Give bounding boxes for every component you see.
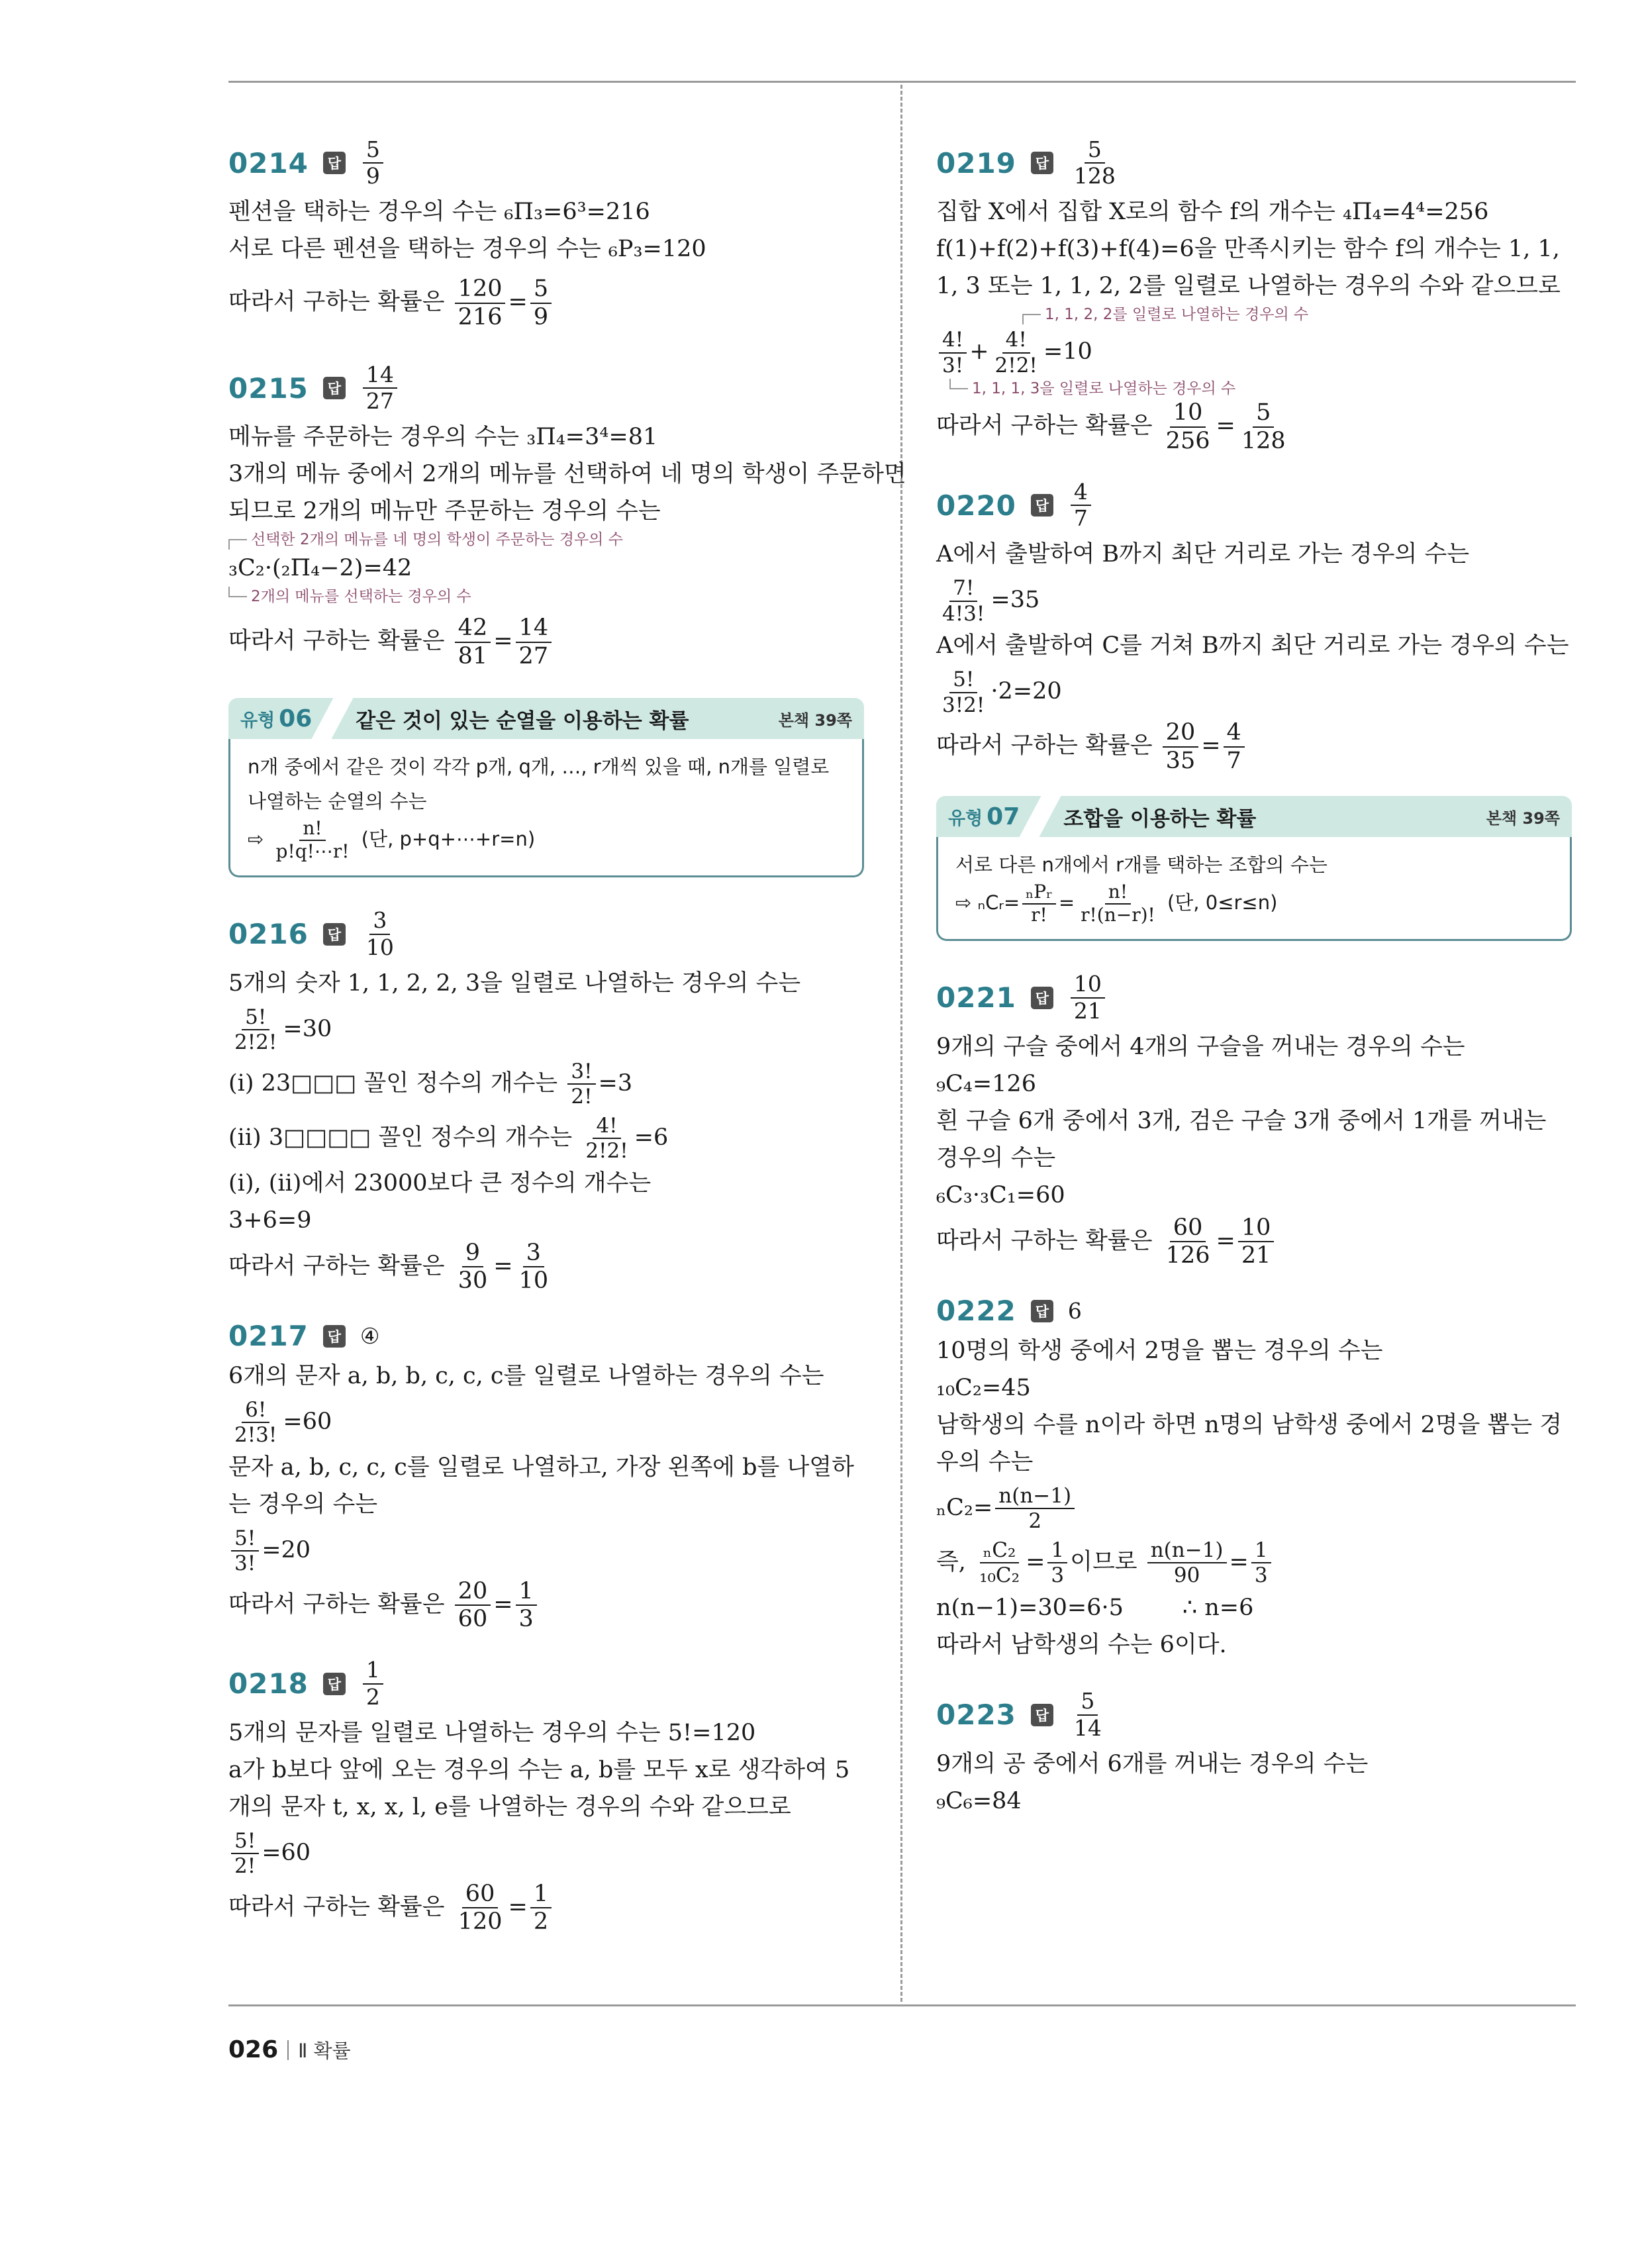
probability-line: 따라서 구하는 확률은 $\frac{10}{256}$ = $\frac{5}{128}$ <box>936 399 1286 454</box>
case-line: (ⅰ) 23□□□ 꼴인 정수의 개수는 $\frac{3!}{2!}$ =3 <box>228 1060 633 1109</box>
problem-0222 <box>936 1290 1572 1663</box>
expression-line: ₉C₆=84 <box>936 1787 1022 1814</box>
answer-badge: 답 <box>323 377 346 399</box>
problem-number: 0215 <box>228 371 309 405</box>
solution-line: 9개의 공 중에서 6개를 꺼내는 경우의 수는 <box>936 1750 1369 1777</box>
solution-line: 메뉴를 주문하는 경우의 수는 ₃Π₄=3⁴=81 <box>228 424 658 450</box>
problem-header <box>936 475 1572 536</box>
problem-number: 0220 <box>936 489 1016 522</box>
solution-line: 흰 구슬 6개 중에서 3개, 검은 구슬 3개 중에서 1개를 꺼내는 경우의 수는 <box>936 1107 1547 1171</box>
solution-line: 3개의 메뉴 중에서 2개의 메뉴를 선택하여 네 명의 학생이 주문하면 <box>228 461 906 487</box>
left-column <box>228 132 906 1956</box>
solution-line: A에서 출발하여 B까지 최단 거리로 가는 경우의 수는 <box>936 541 1470 567</box>
expression-line: $\frac{5!}{2!2!}$ =30 <box>234 1005 332 1055</box>
solution-line: 따라서 남학생의 수는 6이다. <box>936 1631 1227 1658</box>
page-number: 026 <box>228 2036 279 2063</box>
probability-line: 따라서 구하는 확률은 $\frac{42}{81}$ = $\frac{14}{27}$ <box>228 607 864 675</box>
solution-line: f(1)+f(2)+f(3)+f(4)=6을 만족시키는 함수 f의 개수는 1, 1, 1, 3 또는 1, 1, 2, 2를 일렬로 나열하는 경우의 수와 같으므로 <box>936 236 1561 299</box>
problem-0221 <box>936 967 1572 1269</box>
answer-value: ④ <box>360 1323 380 1350</box>
page-footer <box>228 2036 351 2063</box>
expression-line: $\frac{7!}{4!3!}$ =35 <box>942 576 1040 626</box>
probability-line: 따라서 구하는 확률은 $\frac{60}{126}$ = $\frac{10}{21}$ <box>936 1214 1572 1269</box>
probability-line: 따라서 구하는 확률은 $\frac{20}{35}$ = $\frac{4}{7}$ <box>936 718 1572 773</box>
solution-line: 펜션을 택하는 경우의 수는 ₆Π₃=6³=216 <box>228 199 650 225</box>
problem-0216 <box>228 904 864 1294</box>
type-formula: ⇨ $\frac{n!}{p!q!\cdots r!}$ (단, p+q+⋯+r=n) <box>248 817 536 862</box>
answer-fraction: $\frac{5}{128}$ <box>1073 136 1116 189</box>
annotation-note: 1, 1, 2, 2를 일렬로 나열하는 경우의 수 <box>1022 305 1572 324</box>
expression-line: ₆C₃·₃C₁=60 <box>936 1181 1065 1208</box>
solution-line: 집합 X에서 집합 X로의 함수 f의 개수는 ₄Π₄=4⁴=256 <box>936 199 1489 225</box>
solution-line: a가 b보다 앞에 오는 경우의 수는 a, b를 모두 x로 생각하여 5개의 문자 t, x, x, l, e를 나열하는 경우의 수와 같으므로 <box>228 1756 850 1820</box>
answer-badge: 답 <box>323 1325 346 1348</box>
expression-line: $\frac{5!}{3!2!}$ ·2=20 <box>942 667 1062 717</box>
answer-fraction: $\frac{5}{9}$ <box>363 138 383 189</box>
answer-value: 6 <box>1067 1298 1082 1324</box>
answer-fraction: $\frac{10}{21}$ <box>1071 972 1105 1023</box>
expression-line: 즉, $\frac{\text{ₙC₂}}{\text{₁₀C₂}}$ = $\frac{1}{3}$ 이므로 $\frac{n(n-1)}{90}$ = $\frac{1}{3}$ <box>936 1535 1572 1589</box>
solution-line: 6개의 문자 a, b, b, c, c, c를 일렬로 나열하는 경우의 수는 <box>228 1362 824 1389</box>
problem-header <box>936 132 1572 193</box>
expression-line: ₁₀C₂=45 <box>936 1374 1031 1401</box>
right-column <box>936 132 1572 1841</box>
problem-0223 <box>936 1685 1572 1820</box>
problem-number: 0218 <box>228 1667 309 1701</box>
tab-divider <box>312 698 354 739</box>
problem-header <box>228 1315 864 1357</box>
annotation-note: 선택한 2개의 메뉴를 네 명의 학생이 주문하는 경우의 수 <box>228 530 864 550</box>
book-reference: 본책 39쪽 <box>778 711 852 730</box>
problem-0214 <box>228 132 864 336</box>
solution-line: 남학생의 수를 n이라 하면 n명의 남학생 중에서 2명을 뽑는 경우의 수는 <box>936 1411 1563 1475</box>
answer-badge: 답 <box>1031 152 1053 174</box>
problem-number: 0223 <box>936 1699 1016 1732</box>
solution-line: 문자 a, b, c, c, c를 일렬로 나열하고, 가장 왼쪽에 b를 나열하는 경우의 수는 <box>228 1454 854 1518</box>
problem-number: 0216 <box>228 918 309 951</box>
probability-line: 따라서 구하는 확률은 $\frac{120}{216}$ = $\frac{5}{9}$ <box>228 268 864 336</box>
solution-line: (ⅰ), (ⅱ)에서 23000보다 큰 정수의 개수는 <box>228 1169 652 1197</box>
problem-header <box>228 358 864 419</box>
problem-header <box>936 967 1572 1028</box>
book-reference: 본책 39쪽 <box>1486 809 1560 828</box>
solution-line: 서로 다른 펜션을 택하는 경우의 수는 ₆P₃=120 <box>228 236 706 262</box>
type-title: 조합을 이용하는 확률 <box>1063 807 1257 831</box>
problem-number: 0219 <box>936 146 1016 179</box>
case-line: (ⅱ) 3□□□□ 꼴인 정수의 개수는 $\frac{4!}{2!2!}$ =6 <box>228 1114 669 1163</box>
expression-line: ₃C₂·(₂Π₄−2)=42 <box>228 555 412 581</box>
annotation-note: 1, 1, 1, 3을 일렬로 나열하는 경우의 수 <box>949 379 1572 399</box>
solution-line: A에서 출발하여 C를 거쳐 B까지 최단 거리로 가는 경우의 수는 <box>936 632 1569 659</box>
expression-line: $\frac{6!}{2!3!}$ =60 <box>234 1398 332 1448</box>
answer-fraction: $\frac{4}{7}$ <box>1071 480 1091 531</box>
problem-header <box>228 1653 864 1714</box>
expression-line: $\frac{5!}{2!}$ =60 <box>228 1826 864 1880</box>
type-body <box>936 837 1572 941</box>
top-rule <box>228 81 1576 83</box>
type-text: n개 중에서 같은 것이 각각 p개, q개, …, r개씩 있을 때, n개를 일렬로 나열하는 순열의 수는 <box>248 756 830 813</box>
expression-line: $\frac{5!}{3!}$ =20 <box>228 1523 864 1577</box>
problem-number: 0214 <box>228 146 309 179</box>
problem-header <box>228 132 864 193</box>
expression-line: ₙC₂= $\frac{n(n-1)}{2}$ <box>936 1481 1572 1535</box>
answer-fraction: $\frac{5}{14}$ <box>1073 1688 1102 1741</box>
probability-line: 따라서 구하는 확률은 $\frac{60}{120}$ = $\frac{1}{2}$ <box>228 1880 864 1935</box>
column-separator <box>900 85 902 2002</box>
solution-line: 9개의 구슬 중에서 4개의 구슬을 꺼내는 경우의 수는 <box>936 1033 1465 1060</box>
type-formula: ⇨ ₙCᵣ= $\frac{\text{ₙPᵣ}}{r!}$ = $\frac{n!}{r!(n-r)!}$ (단, 0≤r≤n) <box>955 881 1278 926</box>
answer-badge: 답 <box>1031 1300 1053 1322</box>
answer-fraction: $\frac{1}{2}$ <box>363 1658 383 1709</box>
problem-0215 <box>228 358 906 675</box>
problem-header <box>936 1685 1572 1746</box>
problem-0220 <box>936 475 1572 773</box>
problem-number: 0221 <box>936 981 1016 1014</box>
type-06-box <box>228 698 864 877</box>
answer-badge: 답 <box>1031 494 1053 517</box>
type-tag: 유형 07 <box>948 803 1020 830</box>
type-07-box <box>936 796 1572 941</box>
type-tab <box>228 698 864 739</box>
probability-line: 따라서 구하는 확률은 $\frac{20}{60}$ = $\frac{1}{3}$ <box>228 1577 864 1632</box>
probability-line: 따라서 구하는 확률은 $\frac{9}{30}$ = $\frac{3}{10}$ <box>228 1239 549 1295</box>
type-tag: 유형 06 <box>240 705 313 732</box>
problem-header <box>936 1290 1572 1332</box>
problem-number: 0222 <box>936 1295 1016 1328</box>
tab-divider <box>1020 796 1061 837</box>
solution-line: 되므로 2개의 메뉴만 주문하는 경우의 수는 <box>228 498 661 524</box>
problem-0218 <box>228 1653 864 1935</box>
expression-line: ₉C₄=126 <box>936 1070 1036 1097</box>
problem-number: 0217 <box>228 1320 309 1353</box>
answer-badge: 답 <box>1031 987 1053 1009</box>
solution-line: 10명의 학생 중에서 2명을 뽑는 경우의 수는 <box>936 1337 1383 1364</box>
solution-line: 5개의 문자를 일렬로 나열하는 경우의 수는 5!=120 <box>228 1719 756 1746</box>
expression-line: n(n−1)=30=6·5 ∴ n=6 <box>936 1594 1254 1621</box>
section-title: Ⅱ 확률 <box>298 2040 351 2062</box>
type-body <box>228 739 864 877</box>
solution-line: 3+6=9 <box>228 1207 312 1234</box>
type-title: 같은 것이 있는 순열을 이용하는 확률 <box>356 709 689 733</box>
answer-fraction: $\frac{14}{27}$ <box>363 363 397 414</box>
problem-header <box>228 904 864 965</box>
type-text: 서로 다른 n개에서 r개를 택하는 조합의 수는 <box>955 854 1328 876</box>
problem-0219 <box>936 132 1572 454</box>
bottom-rule <box>228 2004 1576 2006</box>
solution-line: 5개의 숫자 1, 1, 2, 2, 3을 일렬로 나열하는 경우의 수는 <box>228 969 801 997</box>
expression-line: $\frac{4!}{3!}$ + $\frac{4!}{2!2!}$ =10 <box>936 324 1572 379</box>
answer-badge: 답 <box>323 923 346 946</box>
answer-badge: 답 <box>1031 1704 1053 1726</box>
answer-badge: 답 <box>323 1673 346 1695</box>
answer-badge: 답 <box>323 152 346 174</box>
type-tab <box>936 796 1572 837</box>
answer-fraction: $\frac{3}{10}$ <box>365 907 394 960</box>
footer-divider <box>287 2040 289 2060</box>
problem-0217 <box>228 1315 864 1632</box>
annotation-note: 2개의 메뉴를 선택하는 경우의 수 <box>228 587 864 607</box>
